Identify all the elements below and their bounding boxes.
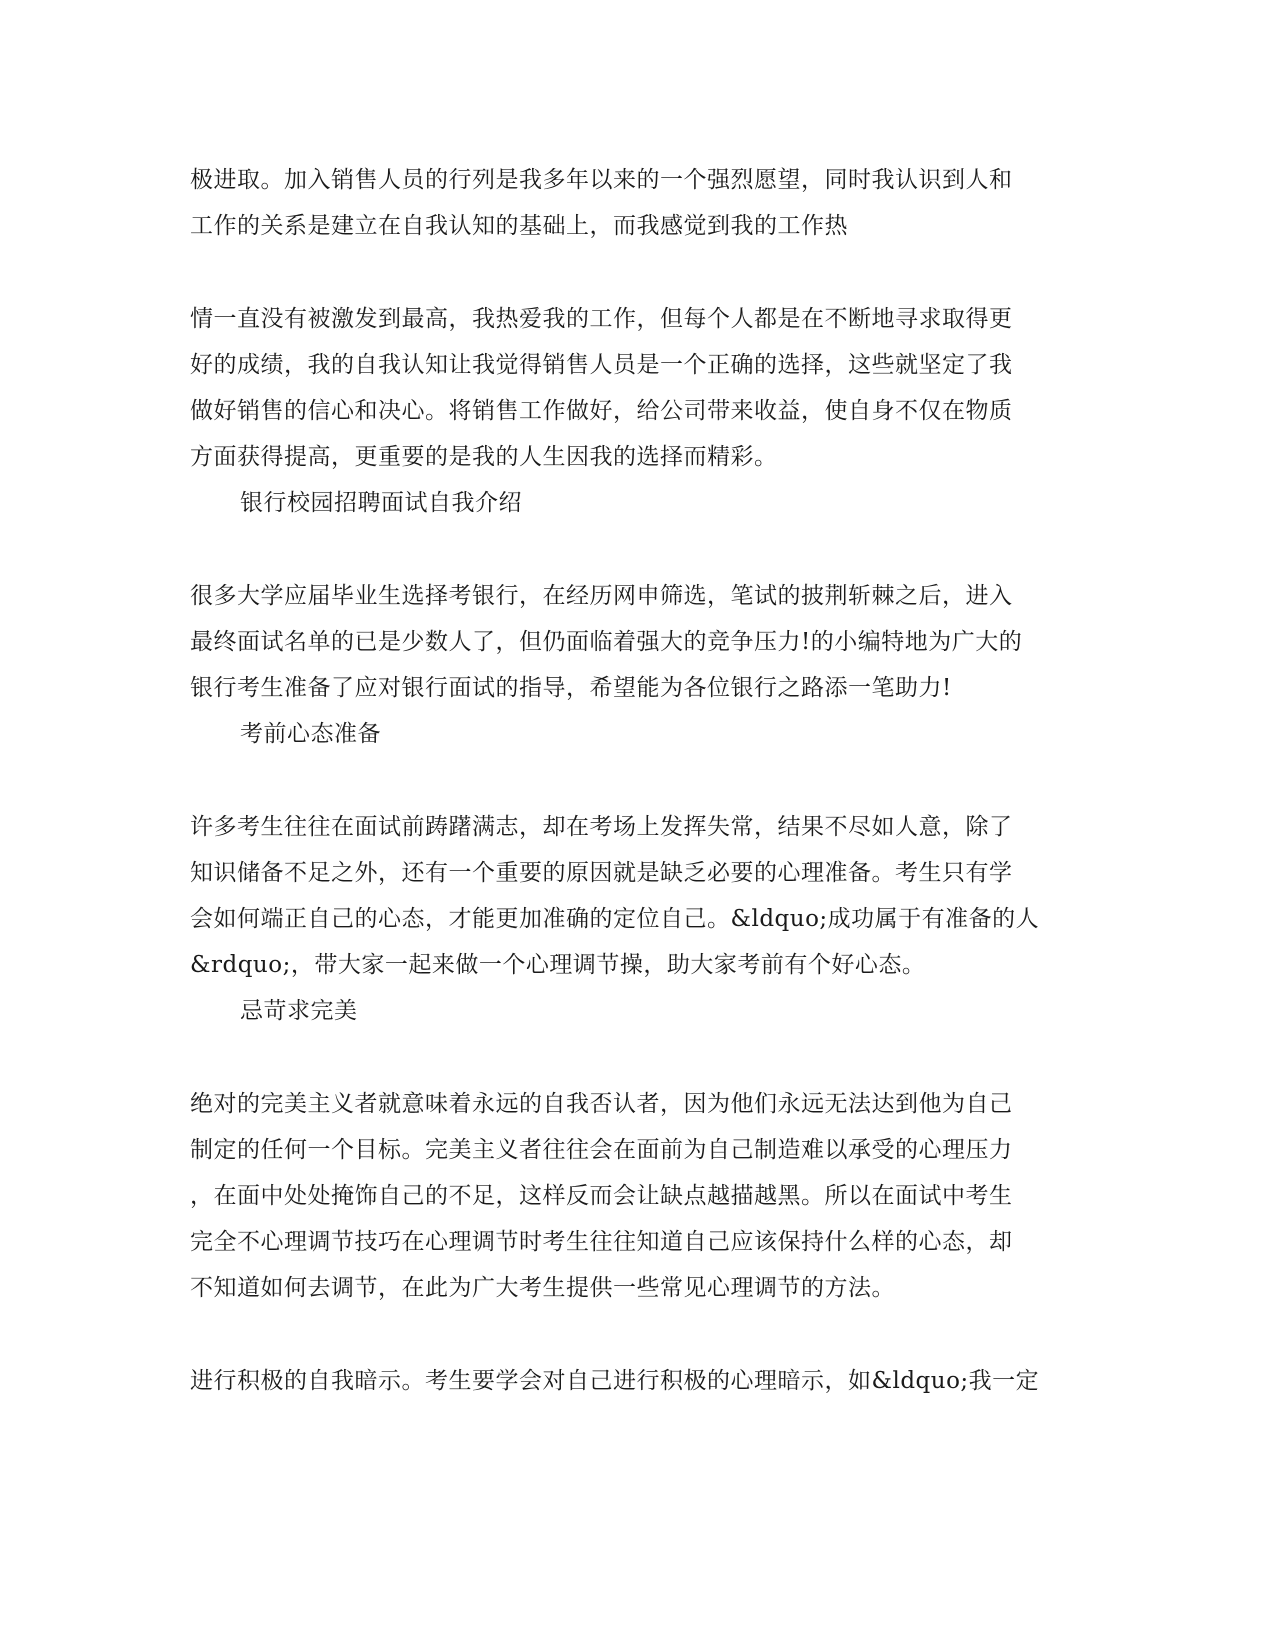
paragraph-line: 进行积极的自我暗示。考生要学会对自己进行积极的心理暗示，如&ldquo;我一定 — [190, 1368, 1040, 1394]
paragraph-line: 制定的任何一个目标。完美主义者往往会在面前为自己制造难以承受的心理压力 — [190, 1137, 1013, 1163]
paragraph-line: 银行考生准备了应对银行面试的指导，希望能为各位银行之路添一笔助力! — [190, 675, 952, 701]
section-heading: 忌苛求完美 — [240, 998, 358, 1024]
paragraph-line: 极进取。加入销售人员的行列是我多年以来的一个强烈愿望，同时我认识到人和 — [190, 167, 1013, 193]
paragraph-line: 好的成绩，我的自我认知让我觉得销售人员是一个正确的选择，这些就坚定了我 — [190, 352, 1013, 378]
paragraph-line: 会如何端正自己的心态，才能更加准确的定位自己。&ldquo;成功属于有准备的人 — [190, 906, 1040, 932]
paragraph-line: 知识储备不足之外，还有一个重要的原因就是缺乏必要的心理准备。考生只有学 — [190, 860, 1013, 886]
section-heading: 考前心态准备 — [240, 721, 381, 747]
paragraph-line: 最终面试名单的已是少数人了，但仍面临着强大的竞争压力!的小编特地为广大的 — [190, 629, 1023, 655]
paragraph-line: 方面获得提高，更重要的是我的人生因我的选择而精彩。 — [190, 444, 778, 470]
paragraph-line: 很多大学应届毕业生选择考银行，在经历网申筛选，笔试的披荆斩棘之后，进入 — [190, 583, 1013, 609]
paragraph-line: 完全不心理调节技巧在心理调节时考生往往知道自己应该保持什么样的心态，却 — [190, 1229, 1013, 1255]
paragraph-line: 许多考生往往在面试前踌躇满志，却在考场上发挥失常，结果不尽如人意，除了 — [190, 814, 1013, 840]
paragraph-line: &rdquo;，带大家一起来做一个心理调节操，助大家考前有个好心态。 — [190, 952, 926, 978]
paragraph-line: 情一直没有被激发到最高，我热爱我的工作，但每个人都是在不断地寻求取得更 — [190, 306, 1013, 332]
section-heading: 银行校园招聘面试自我介绍 — [240, 490, 522, 516]
paragraph-line: 不知道如何去调节，在此为广大考生提供一些常见心理调节的方法。 — [190, 1275, 895, 1301]
paragraph-line: 做好销售的信心和决心。将销售工作做好，给公司带来收益，使自身不仅在物质 — [190, 398, 1013, 424]
paragraph-line: 绝对的完美主义者就意味着永远的自我否认者，因为他们永远无法达到他为自己 — [190, 1091, 1013, 1117]
paragraph-line: 工作的关系是建立在自我认知的基础上，而我感觉到我的工作热 — [190, 213, 848, 239]
paragraph-line: ，在面中处处掩饰自己的不足，这样反而会让缺点越描越黑。所以在面试中考生 — [190, 1183, 1013, 1209]
